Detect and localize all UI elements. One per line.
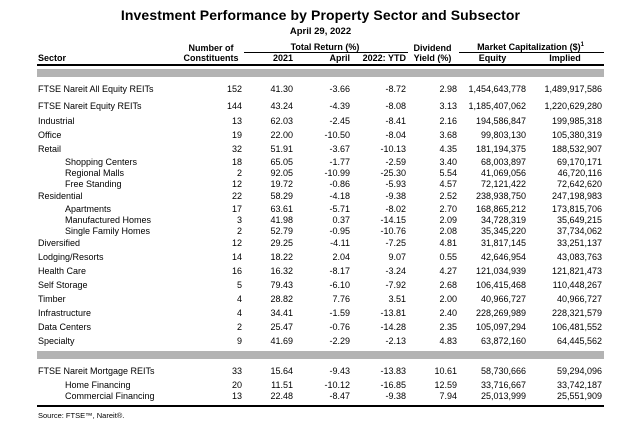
cell-yield: 2.68 (439, 280, 457, 290)
cell-april: -10.50 (324, 130, 350, 140)
cell-yield: 4.57 (439, 178, 457, 189)
cell-implied: 64,445,562 (556, 336, 602, 346)
table-row (37, 278, 604, 292)
cell-yield: 0.55 (439, 252, 457, 262)
cell-equity: 238,938,750 (475, 191, 526, 201)
cell-implied: 1,489,917,586 (544, 83, 602, 94)
cell-y2021: 22.00 (270, 130, 293, 140)
cell-ytd: -13.83 (380, 365, 406, 376)
cell-constituents: 3 (236, 214, 242, 225)
cell-yield: 7.94 (439, 390, 457, 401)
cell-ytd: -9.38 (385, 390, 406, 401)
sector-name: Timber (38, 294, 66, 304)
table-row (37, 250, 604, 264)
cell-april: -4.11 (330, 238, 350, 248)
report-date: April 29, 2022 (289, 26, 352, 37)
cell-yield: 2.40 (439, 308, 457, 318)
table-row (37, 128, 604, 142)
cell-y2021: 51.91 (270, 144, 293, 154)
spacer (37, 42, 180, 53)
sector-name: Infrastructure (38, 308, 92, 318)
cell-ytd: -7.92 (385, 280, 406, 290)
cell-ytd: -2.13 (385, 336, 406, 346)
table-row (37, 334, 604, 348)
cell-april: -3.67 (329, 144, 350, 154)
cell-constituents: 2 (236, 225, 242, 236)
sector-name: Shopping Centers (65, 156, 138, 167)
cell-y2021: 19.72 (270, 178, 293, 189)
cell-y2021: 79.43 (270, 280, 293, 290)
cell-implied: 69,170,171 (556, 156, 602, 167)
sector-name: Regional Malls (65, 167, 125, 178)
cell-constituents: 13 (231, 116, 242, 126)
table-row (37, 178, 604, 189)
section-divider (37, 65, 604, 80)
sector-name: Diversified (38, 238, 81, 248)
table-row (37, 379, 604, 390)
section-divider (37, 348, 604, 362)
cell-ytd: -14.28 (380, 322, 406, 332)
cell-implied: 72,642,620 (556, 178, 602, 189)
cell-implied: 121,821,473 (551, 266, 602, 276)
cell-april: 0.37 (332, 214, 350, 225)
table-row (37, 80, 604, 97)
table-row (37, 390, 604, 401)
cell-equity: 105,097,294 (475, 322, 526, 332)
cell-y2021: 15.64 (270, 365, 293, 376)
cell-y2021: 65.05 (270, 156, 293, 167)
cell-constituents: 4 (236, 294, 242, 304)
cell-yield: 2.00 (439, 294, 457, 304)
cell-constituents: 32 (231, 144, 242, 154)
cell-constituents: 12 (231, 238, 242, 248)
table-row (37, 264, 604, 278)
cell-constituents: 144 (226, 100, 242, 111)
cell-implied: 173,815,706 (551, 203, 602, 214)
cell-y2021: 25.47 (270, 322, 293, 332)
cell-equity: 194,586,847 (475, 116, 526, 126)
cell-equity: 31,817,145 (480, 238, 526, 248)
cell-implied: 40,966,727 (556, 294, 602, 304)
cell-april: -4.18 (329, 191, 350, 201)
table-row (37, 97, 604, 114)
cell-april: -8.17 (329, 266, 350, 276)
cell-ytd: -7.25 (385, 238, 406, 248)
cell-yield: 2.70 (439, 203, 457, 214)
cell-equity: 68,003,897 (480, 156, 526, 167)
cell-implied: 105,380,319 (551, 130, 602, 140)
cell-yield: 2.98 (439, 83, 457, 94)
cell-equity: 63,872,160 (480, 336, 526, 346)
cell-y2021: 29.25 (270, 238, 293, 248)
col-header-implied: Implied (528, 53, 604, 66)
cell-equity: 1,454,643,778 (468, 83, 526, 94)
cell-ytd: 9.07 (388, 252, 406, 262)
cell-ytd: -2.59 (385, 156, 406, 167)
cell-constituents: 152 (226, 83, 242, 94)
cell-ytd: -25.30 (380, 167, 406, 178)
cell-april: -1.59 (329, 308, 350, 318)
cell-constituents: 5 (236, 280, 242, 290)
cell-y2021: 28.82 (270, 294, 293, 304)
cell-equity: 181,194,375 (475, 144, 526, 154)
cell-implied: 1,220,629,280 (544, 100, 602, 111)
cell-april: -9.43 (329, 365, 350, 376)
table-row (37, 189, 604, 203)
cell-equity: 1,185,407,062 (468, 100, 526, 111)
cell-implied: 37,734,062 (556, 225, 602, 236)
cell-april: -0.76 (329, 322, 350, 332)
sector-name: Free Standing (65, 178, 122, 189)
cell-ytd: -13.81 (380, 308, 406, 318)
cell-implied: 33,251,137 (556, 238, 602, 248)
cell-april: -2.29 (329, 336, 350, 346)
source-note: Source: FTSE™, Nareit®. (38, 411, 125, 420)
cell-constituents: 13 (231, 390, 242, 401)
cell-april: -4.39 (329, 100, 350, 111)
col-header-equity: Equity (459, 53, 528, 66)
cell-constituents: 12 (231, 178, 242, 189)
table-row (37, 236, 604, 250)
cell-yield: 5.54 (439, 167, 457, 178)
cell-ytd: -8.02 (385, 203, 406, 214)
cell-ytd: -10.13 (380, 144, 406, 154)
cell-april: 2.04 (332, 252, 350, 262)
cell-constituents: 17 (231, 203, 242, 214)
cell-april: -2.45 (329, 116, 350, 126)
table-row (37, 214, 604, 225)
table-row (37, 114, 604, 128)
cell-y2021: 43.24 (270, 100, 293, 111)
table-row (37, 292, 604, 306)
cell-equity: 228,269,989 (475, 308, 526, 318)
cell-ytd: 3.51 (388, 294, 406, 304)
sector-name: Lodging/Resorts (38, 252, 104, 262)
bottom-double-rule (37, 405, 604, 407)
sector-name: Single Family Homes (65, 225, 151, 236)
cell-constituents: 14 (231, 252, 242, 262)
cell-ytd: -14.15 (380, 214, 406, 225)
cell-ytd: -16.85 (380, 379, 406, 390)
sector-name: FTSE Nareit Equity REITs (38, 100, 142, 111)
cell-equity: 121,034,939 (475, 266, 526, 276)
table-row (37, 320, 604, 334)
cell-yield: 2.52 (439, 191, 457, 201)
cell-y2021: 11.51 (271, 379, 293, 390)
cell-implied: 228,321,579 (551, 308, 602, 318)
table-row (37, 167, 604, 178)
cell-ytd: -3.24 (385, 266, 406, 276)
sector-name: Home Financing (65, 379, 131, 390)
cell-yield: 2.16 (439, 116, 457, 126)
cell-constituents: 22 (231, 191, 242, 201)
cell-equity: 58,730,666 (480, 365, 526, 376)
cell-april: -10.12 (324, 379, 350, 390)
cell-yield: 4.35 (439, 144, 457, 154)
col-header-constituents-line1: Number of (188, 42, 234, 53)
cell-equity: 99,803,130 (480, 130, 526, 140)
sector-name: FTSE Nareit Mortgage REITs (38, 365, 155, 376)
table-row (37, 203, 604, 214)
cell-implied: 188,532,907 (551, 144, 602, 154)
col-header-ytd: 2022: YTD (352, 53, 408, 66)
sector-name: Manufactured Homes (65, 214, 152, 225)
cell-constituents: 9 (236, 336, 242, 346)
cell-ytd: -9.38 (385, 191, 406, 201)
sector-name: Office (38, 130, 62, 140)
cell-yield: 3.40 (439, 156, 457, 167)
cell-implied: 46,720,116 (557, 167, 602, 178)
cell-y2021: 41.98 (270, 214, 293, 225)
cell-constituents: 2 (236, 322, 242, 332)
column-header-row (37, 53, 604, 66)
cell-ytd: -8.41 (385, 116, 406, 126)
cell-ytd: -8.04 (385, 130, 406, 140)
sector-name: Data Centers (38, 322, 92, 332)
cell-equity: 34,728,319 (480, 214, 526, 225)
sector-name: Apartments (65, 203, 112, 214)
cell-implied: 247,198,983 (551, 191, 602, 201)
table-row (37, 362, 604, 379)
cell-yield: 3.13 (439, 100, 457, 111)
sector-name: Self Storage (38, 280, 88, 290)
cell-yield: 2.09 (439, 214, 457, 225)
cell-y2021: 41.69 (270, 336, 293, 346)
total-return-group-label: Total Return (%) (290, 42, 360, 52)
cell-y2021: 18.22 (270, 252, 293, 262)
section-divider-band (37, 351, 604, 359)
total-return-group-header (244, 42, 408, 53)
col-header-dividend-line1: Dividend (413, 42, 452, 53)
cell-yield: 4.81 (439, 238, 457, 248)
cell-y2021: 62.03 (270, 116, 293, 126)
cell-constituents: 16 (231, 266, 242, 276)
group-header-row (37, 42, 604, 53)
page-title: Investment Performance by Property Sector and Subsector (120, 7, 521, 23)
cell-april: -10.99 (324, 167, 350, 178)
table-row (37, 225, 604, 236)
cell-y2021: 52.79 (270, 225, 293, 236)
performance-table (37, 42, 604, 401)
table-row (37, 156, 604, 167)
cell-y2021: 34.41 (270, 308, 293, 318)
cell-constituents: 2 (236, 167, 242, 178)
cell-y2021: 92.05 (270, 167, 293, 178)
sector-name: Industrial (38, 116, 75, 126)
cell-implied: 110,448,267 (552, 280, 602, 290)
cell-y2021: 63.61 (270, 203, 293, 214)
cell-yield: 4.83 (439, 336, 457, 346)
table-row (37, 306, 604, 320)
cell-equity: 72,121,422 (480, 178, 526, 189)
cell-constituents: 33 (231, 365, 242, 376)
cell-constituents: 20 (231, 379, 242, 390)
sector-name: Specialty (38, 336, 75, 346)
market-cap-group-header (459, 42, 604, 53)
col-header-constituents: Constituents (180, 53, 244, 66)
cell-april: -5.71 (329, 203, 350, 214)
cell-ytd: -5.93 (385, 178, 406, 189)
cell-y2021: 58.29 (270, 191, 293, 201)
cell-april: -8.47 (329, 390, 350, 401)
col-header-2021: 2021 (244, 53, 295, 66)
cell-equity: 25,013,999 (480, 390, 526, 401)
sector-name: Commercial Financing (65, 390, 155, 401)
col-header-sector: Sector (37, 53, 180, 66)
cell-april: 7.76 (332, 294, 350, 304)
cell-yield: 12.59 (434, 379, 457, 390)
cell-y2021: 22.48 (270, 390, 293, 401)
cell-april: -6.10 (329, 280, 350, 290)
cell-implied: 25,551,909 (556, 390, 602, 401)
col-header-april: April (295, 53, 352, 66)
sector-name: Residential (38, 191, 83, 201)
cell-equity: 106,415,468 (475, 280, 526, 290)
cell-implied: 106,481,552 (551, 322, 602, 332)
table-row (37, 142, 604, 156)
market-cap-group-label: Market Capitalization ($) (477, 42, 581, 52)
cell-equity: 33,716,667 (480, 379, 526, 390)
col-header-yield: Yield (%) (408, 53, 459, 66)
cell-yield: 2.35 (439, 322, 457, 332)
cell-yield: 10.61 (434, 365, 457, 376)
cell-implied: 199,985,318 (551, 116, 602, 126)
section-divider-band (37, 69, 604, 77)
cell-implied: 43,083,763 (556, 252, 602, 262)
cell-april: -1.77 (329, 156, 350, 167)
cell-constituents: 4 (236, 308, 242, 318)
cell-april: -3.66 (329, 83, 350, 94)
cell-equity: 168,865,212 (475, 203, 526, 214)
cell-y2021: 16.32 (270, 266, 293, 276)
sector-name: FTSE Nareit All Equity REITs (38, 83, 154, 94)
cell-yield: 3.68 (439, 130, 457, 140)
sector-name: Health Care (38, 266, 87, 276)
cell-equity: 40,966,727 (480, 294, 526, 304)
cell-implied: 33,742,187 (556, 379, 602, 390)
sector-name: Retail (38, 144, 62, 154)
cell-ytd: -10.76 (380, 225, 406, 236)
cell-yield: 2.08 (439, 225, 457, 236)
cell-ytd: -8.72 (385, 83, 406, 94)
cell-constituents: 18 (231, 156, 242, 167)
cell-equity: 35,345,220 (480, 225, 526, 236)
cell-y2021: 41.30 (270, 83, 293, 94)
cell-implied: 59,294,096 (556, 365, 602, 376)
cell-april: -0.86 (329, 178, 350, 189)
cell-equity: 42,646,954 (480, 252, 526, 262)
cell-equity: 41,069,056 (480, 167, 526, 178)
cell-april: -0.95 (329, 225, 350, 236)
cell-implied: 35,649,215 (556, 214, 602, 225)
cell-constituents: 19 (231, 130, 242, 140)
cell-yield: 4.27 (439, 266, 457, 276)
cell-ytd: -8.08 (385, 100, 406, 111)
market-cap-footnote-marker: 1 (580, 42, 584, 48)
